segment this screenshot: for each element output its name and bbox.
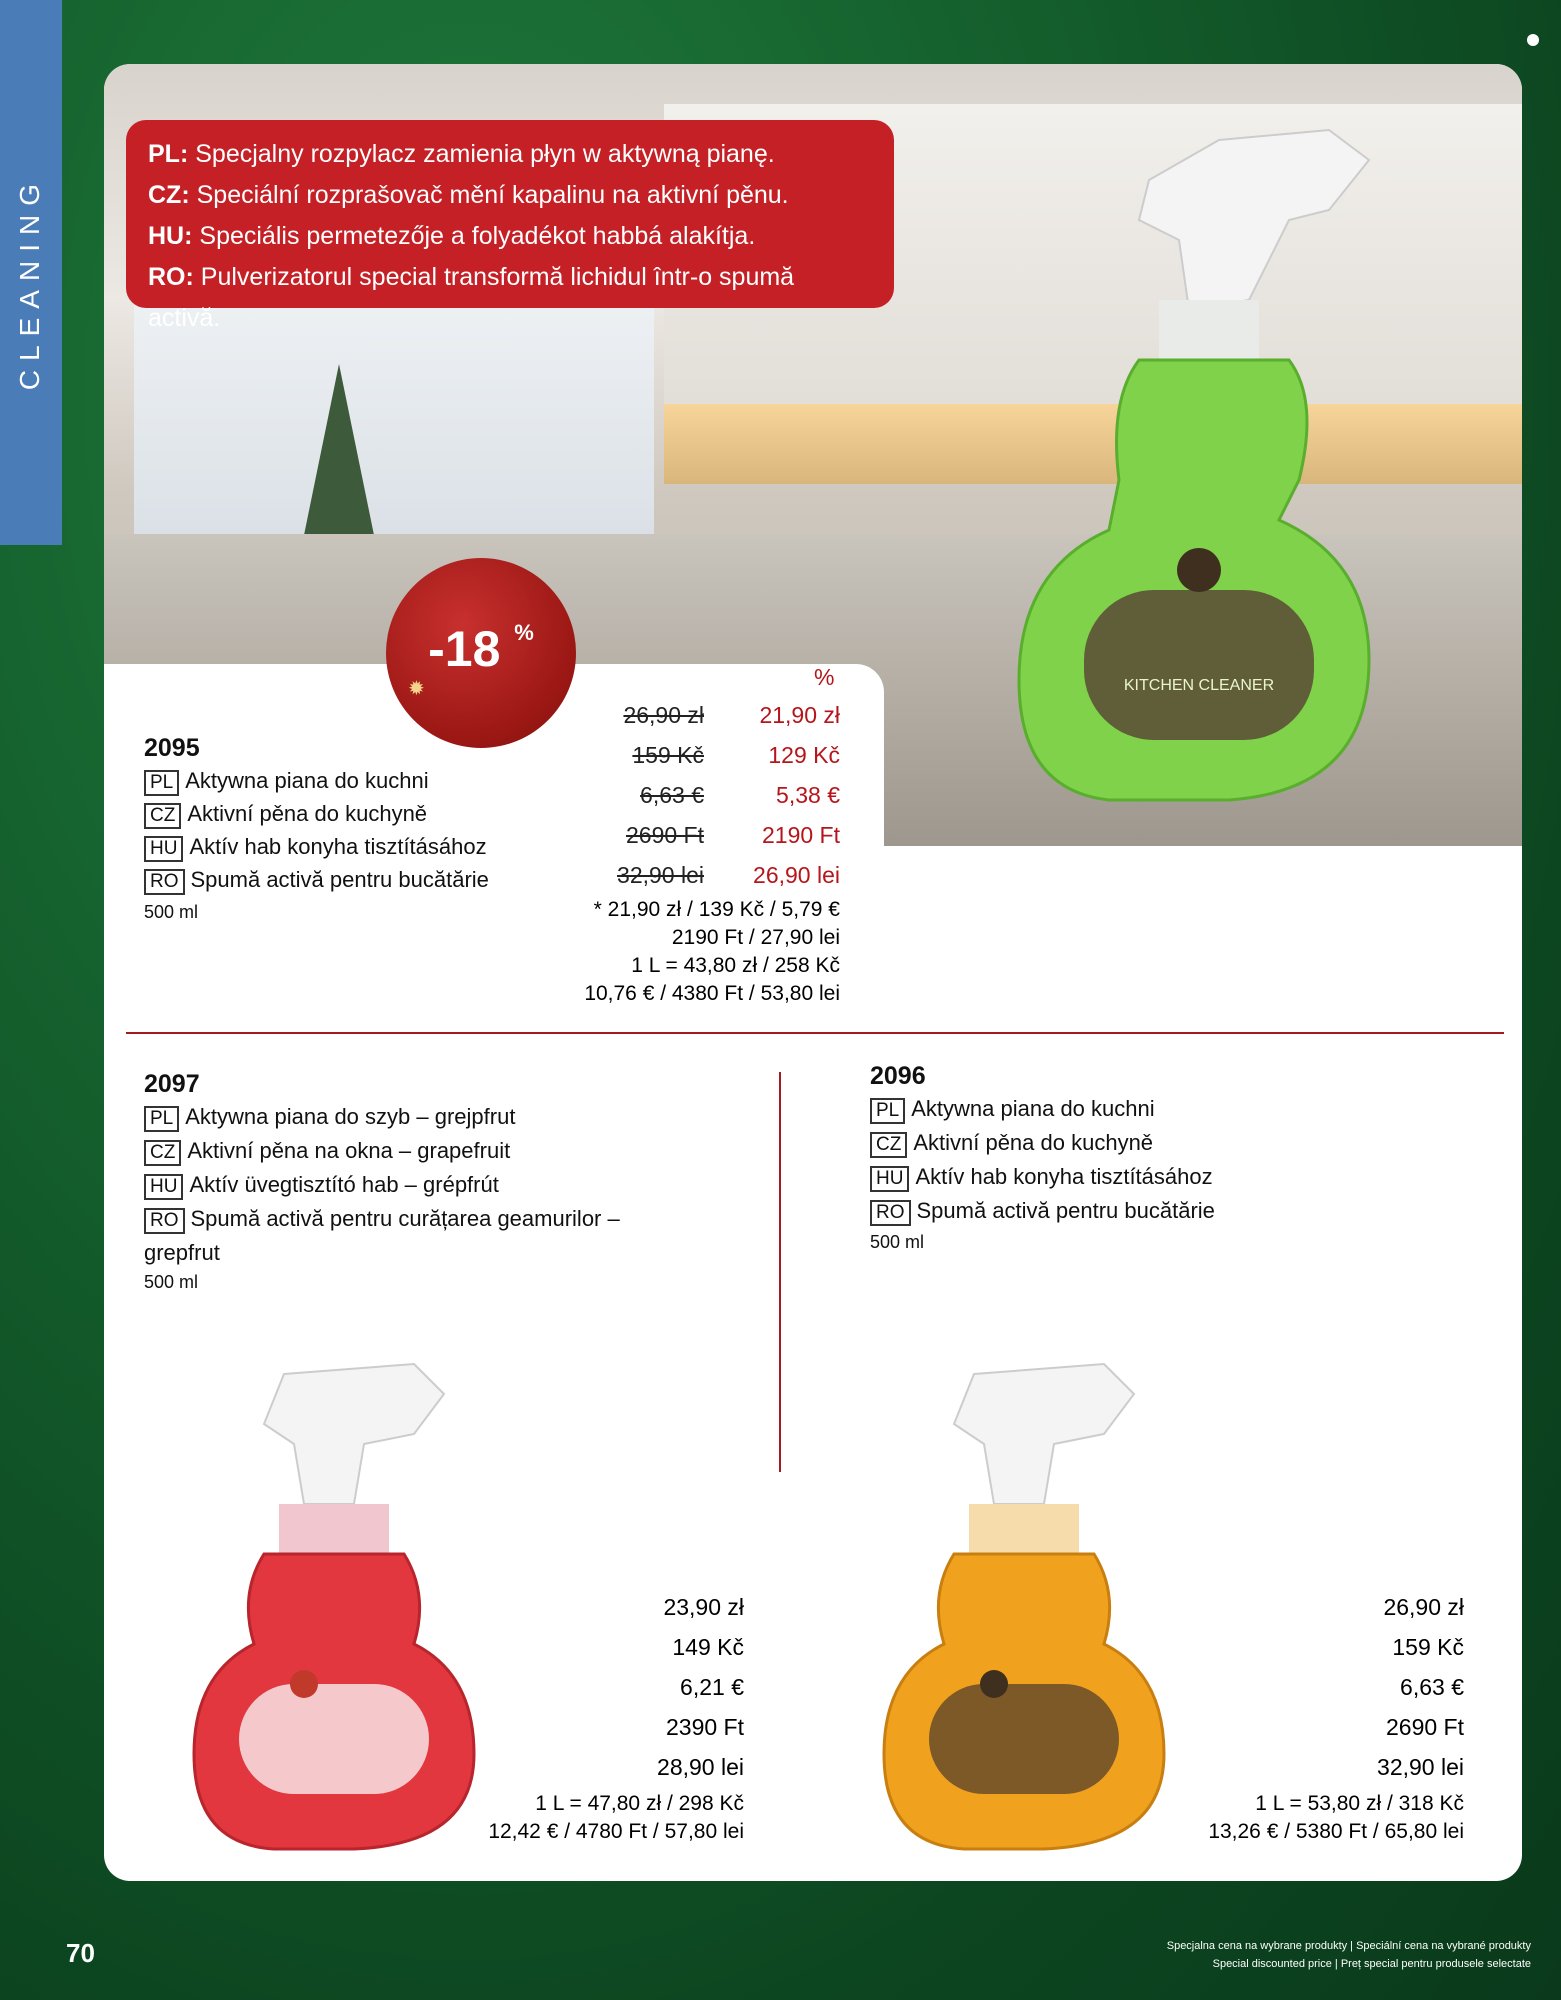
name-row-ro-2097: RO Spumă activă pentru curățarea geamurilor –: [144, 1206, 620, 1234]
note-line1-2095: * 21,90 zł / 139 Kč / 5,79 €: [593, 898, 840, 921]
feature-claim-box: [126, 120, 894, 332]
discount-badge: [386, 558, 576, 748]
product-code-2095: 2095: [144, 734, 200, 762]
unit-price1-2095: 1 L = 43,80 zł / 258 Kč: [631, 954, 840, 977]
price-huf-2097: 2390 Ft: [666, 1714, 744, 1740]
lang-box-cz: CZ: [144, 803, 181, 829]
lang-box-cz: CZ: [144, 1140, 181, 1166]
name-row-cz-2095: CZ Aktivní pěna do kuchyně: [144, 801, 427, 829]
footer-note-line1: Specjalna cena na wybrane produkty | Speciální cena na vybrané produkty: [1166, 1940, 1531, 1952]
bottle-label-text: KITCHEN CLEANER: [1123, 677, 1275, 694]
price-ron-2097: 28,90 lei: [657, 1754, 744, 1780]
unit-price1-2096: 1 L = 53,80 zł / 318 Kč: [1255, 1792, 1464, 1815]
section-tab: [0, 0, 62, 545]
price-ron-2096: 32,90 lei: [1377, 1754, 1464, 1780]
lang-box-ro: RO: [144, 1208, 185, 1234]
price-pln-2097: 23,90 zł: [663, 1594, 744, 1620]
new-price-huf-2095: 2190 Ft: [762, 822, 840, 848]
claim-pl-text: Specjalny rozpylacz zamienia płyn w aktywną pianę.: [195, 140, 775, 168]
column-divider: [779, 1072, 781, 1472]
lang-box-hu: HU: [144, 836, 183, 862]
note-line2-2095: 2190 Ft / 27,90 lei: [671, 926, 840, 949]
claim-ro-text: Pulverizatorul special transformă lichidul într-o spumă activă.: [148, 263, 795, 332]
price-czk-2097: 149 Kč: [672, 1634, 744, 1660]
name-row-pl-2097: PL Aktywna piana do szyb – grejpfrut: [144, 1104, 515, 1132]
new-price-pln-2095: 21,90 zł: [759, 702, 840, 728]
pct-mark-2095: %: [814, 664, 835, 690]
name-row-hu-2095: HU Aktív hab konyha tisztításához: [144, 834, 487, 862]
product-code-2097: 2097: [144, 1070, 200, 1098]
lang-box-pl: PL: [144, 770, 179, 796]
lang-box-pl: PL: [870, 1098, 905, 1124]
volume-2096: 500 ml: [870, 1232, 925, 1252]
star-icon: ✹: [408, 678, 425, 700]
claim-hu-code: HU:: [148, 222, 193, 250]
unit-price2-2096: 13,26 € / 5380 Ft / 65,80 lei: [1208, 1820, 1464, 1843]
name-row-hu-2097: HU Aktív üvegtisztító hab – grépfrút: [144, 1172, 499, 1200]
product-card: [104, 64, 1522, 1881]
unit-price1-2097: 1 L = 47,80 zł / 298 Kč: [535, 1792, 744, 1815]
new-price-eur-2095: 5,38 €: [776, 782, 840, 808]
old-price-huf-2095: 2690 Ft: [626, 822, 704, 848]
name-row-pl-2095: PL Aktywna piana do kuchni: [144, 768, 429, 796]
price-eur-2097: 6,21 €: [680, 1674, 744, 1700]
lang-box-cz: CZ: [870, 1132, 907, 1158]
claim-cz-text: Speciální rozprašovač mění kapalinu na aktivní pěnu.: [196, 181, 789, 209]
orange-spray-bottle-image: [874, 1354, 1174, 1854]
product-code-2096: 2096: [870, 1062, 926, 1090]
old-price-eur-2095: 6,63 €: [640, 782, 704, 808]
lang-box-pl: PL: [144, 1106, 179, 1132]
new-price-czk-2095: 129 Kč: [768, 742, 840, 768]
claim-cz-code: CZ:: [148, 181, 190, 209]
lang-box-ro: RO: [144, 869, 185, 895]
name-row-cz-2097: CZ Aktivní pěna na okna – grapefruit: [144, 1138, 510, 1166]
volume-2095: 500 ml: [144, 902, 199, 922]
price-huf-2096: 2690 Ft: [1386, 1714, 1464, 1740]
name-row-hu-2096: HU Aktív hab konyha tisztításához: [870, 1164, 1213, 1192]
old-price-czk-2095: 159 Kč: [632, 742, 704, 768]
price-czk-2096: 159 Kč: [1392, 1634, 1464, 1660]
old-price-ron-2095: 32,90 lei: [617, 862, 704, 888]
name-row-cz-2096: CZ Aktivní pěna do kuchyně: [870, 1130, 1153, 1158]
volume-2097: 500 ml: [144, 1272, 199, 1292]
footer-note-line2: Special discounted price | Preț special pentru produsele selectate: [1212, 1958, 1531, 1970]
old-price-pln-2095: 26,90 zł: [623, 702, 704, 728]
green-spray-bottle-image: [989, 100, 1409, 820]
name-row-pl-2096: PL Aktywna piana do kuchni: [870, 1096, 1155, 1124]
unit-price2-2095: 10,76 € / 4380 Ft / 53,80 lei: [584, 982, 840, 1005]
name-row-ro-2096: RO Spumă activă pentru bucătărie: [870, 1198, 1215, 1226]
section-tab-label: CLEANING: [14, 175, 45, 391]
lang-box-hu: HU: [144, 1174, 183, 1200]
claim-hu-text: Speciális permetezője a folyadékot habbá alakítja.: [199, 222, 756, 250]
page-number: 70: [66, 1938, 95, 1968]
claim-pl-code: PL:: [148, 140, 189, 168]
unit-price2-2097: 12,42 € / 4780 Ft / 57,80 lei: [488, 1820, 744, 1843]
price-eur-2096: 6,63 €: [1400, 1674, 1464, 1700]
name-row-ro-2095: RO Spumă activă pentru bucătărie: [144, 867, 489, 895]
new-price-ron-2095: 26,90 lei: [753, 862, 840, 888]
snowflake-decoration: [1527, 34, 1539, 46]
section-divider: [126, 1032, 1504, 1034]
claim-ro-code: RO:: [148, 263, 194, 291]
lang-box-ro: RO: [870, 1200, 911, 1226]
lang-box-hu: HU: [870, 1166, 909, 1192]
discount-value: -18 %: [428, 620, 534, 677]
price-pln-2096: 26,90 zł: [1383, 1594, 1464, 1620]
name-row-ro2-2097: grepfrut: [144, 1240, 220, 1265]
